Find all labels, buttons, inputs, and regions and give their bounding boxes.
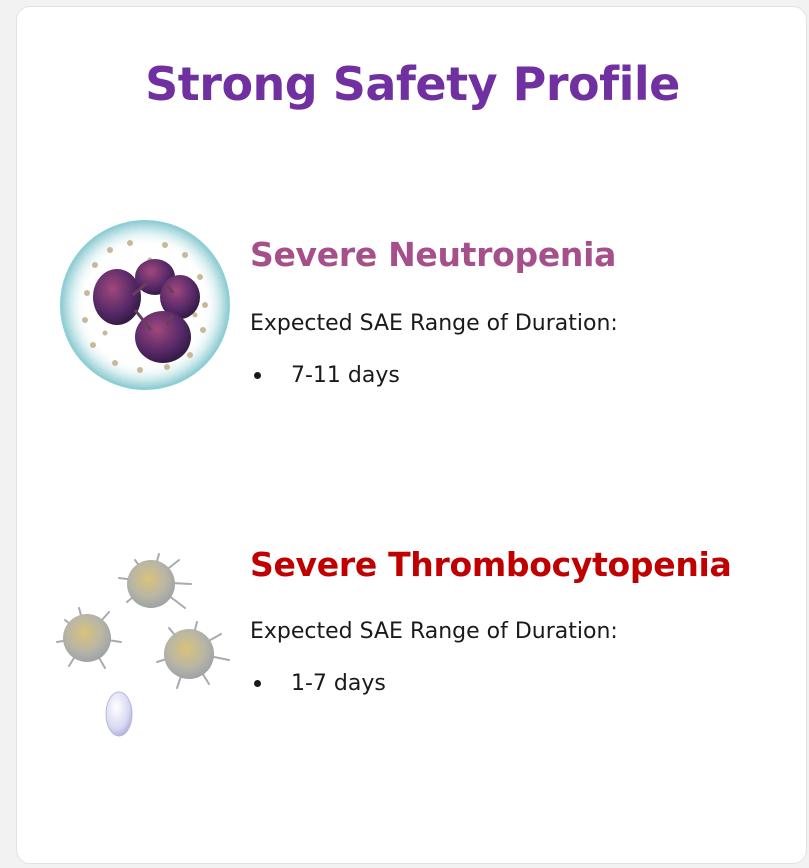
duration-bullet-thrombocytopenia	[250, 671, 386, 696]
duration-value-neutropenia: 7-11 days	[291, 363, 400, 388]
section-heading-thrombocytopenia: Severe Thrombocytopenia	[250, 545, 732, 584]
duration-bullet-neutropenia	[250, 363, 400, 388]
bullet-icon	[254, 680, 261, 687]
duration-value-thrombocytopenia: 1-7 days	[291, 671, 386, 696]
platelets-icon	[39, 542, 239, 742]
bullet-icon	[254, 372, 261, 379]
duration-label-neutropenia: Expected SAE Range of Duration:	[250, 311, 618, 336]
safety-profile-card	[16, 6, 807, 864]
neutrophil-cell-icon	[55, 215, 235, 395]
page-title: Strong Safety Profile	[145, 57, 680, 111]
section-heading-neutropenia: Severe Neutropenia	[250, 235, 617, 274]
duration-label-thrombocytopenia: Expected SAE Range of Duration:	[250, 619, 618, 644]
